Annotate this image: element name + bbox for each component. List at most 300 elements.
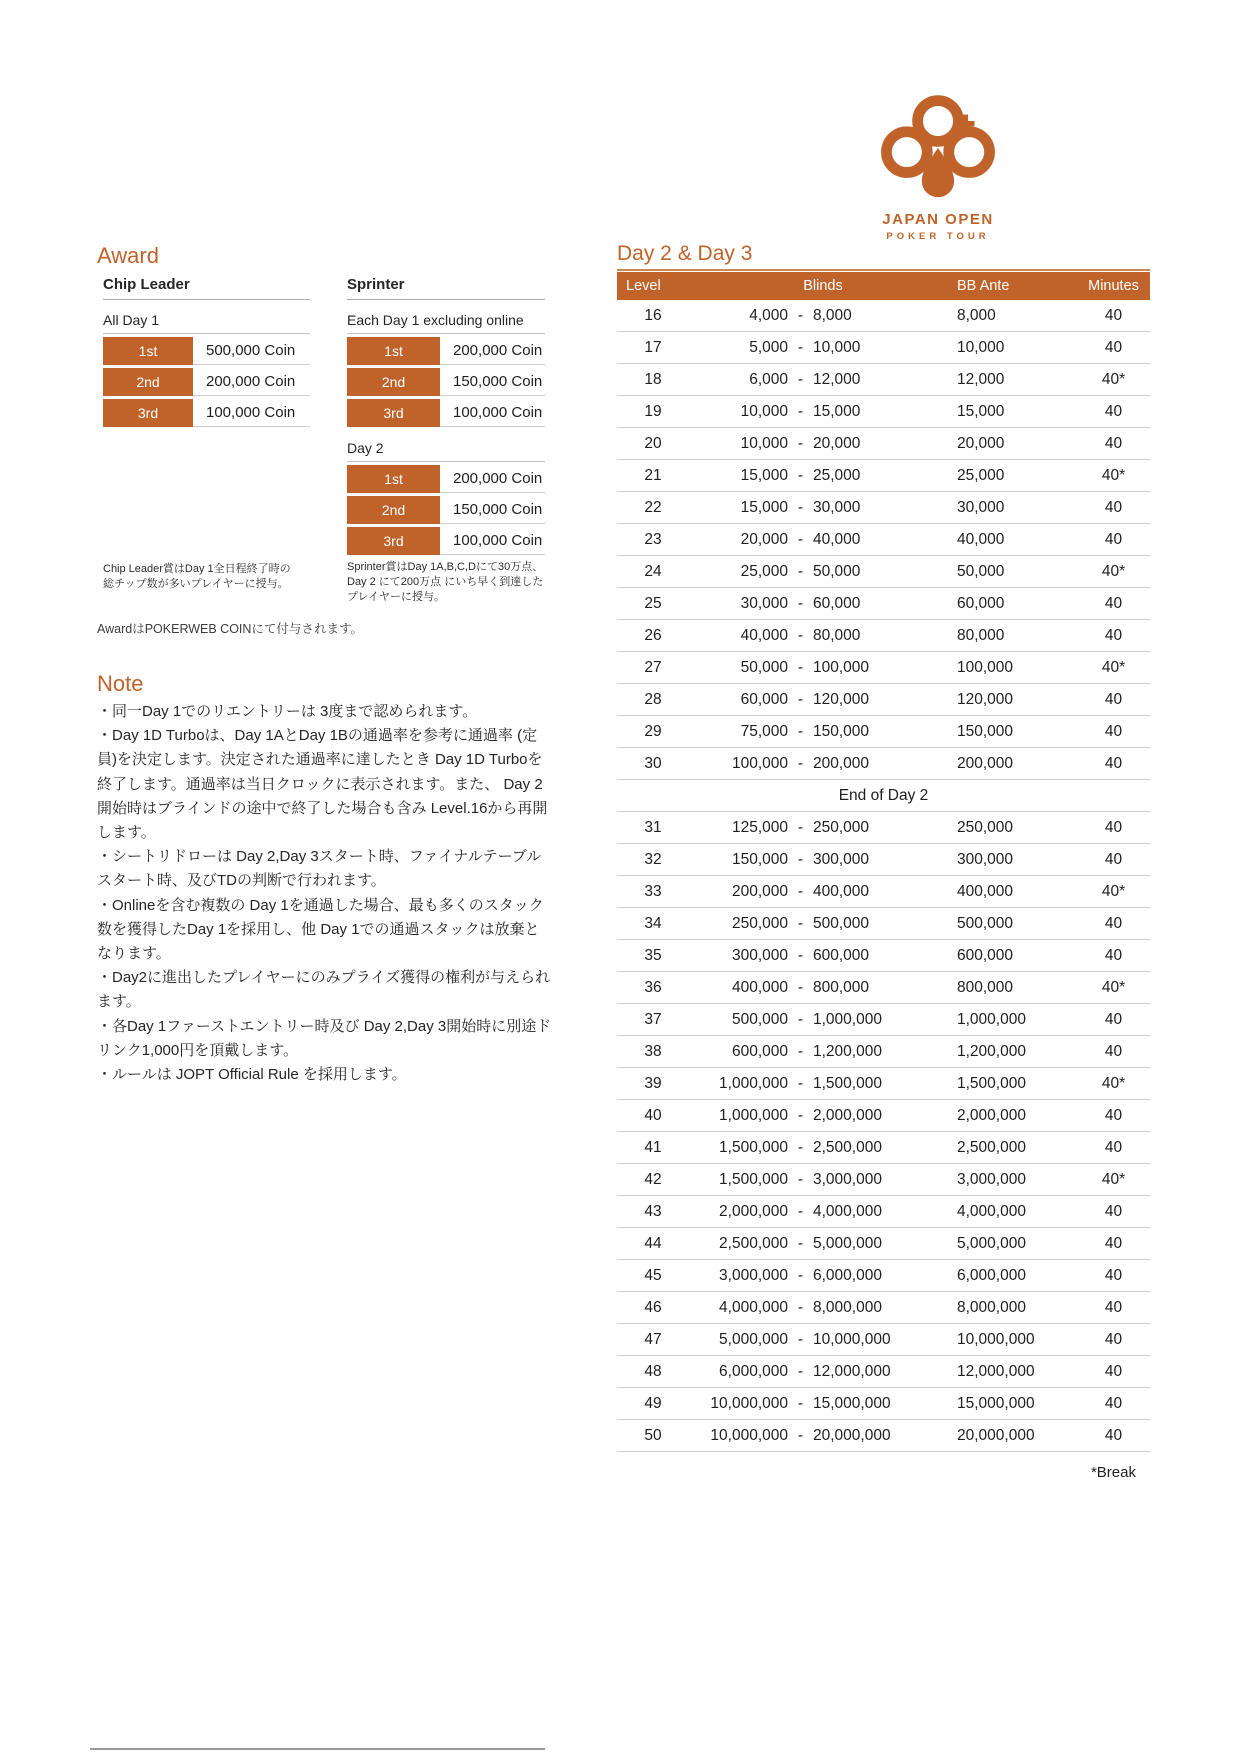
small-blind-cell: 4,000,000 <box>719 1298 788 1316</box>
blinds-dash: - <box>797 722 804 740</box>
blinds-dash: - <box>797 562 804 580</box>
level-cell: 43 <box>644 1202 662 1220</box>
minutes-cell: 40* <box>1101 562 1126 580</box>
minutes-cell: 40 <box>1104 626 1123 644</box>
big-blind-cell: 2,000,000 <box>813 1106 882 1124</box>
blinds-table-row <box>617 908 1150 940</box>
minutes-cell: 40 <box>1104 338 1123 356</box>
level-cell: 46 <box>644 1298 662 1316</box>
award-row <box>347 465 545 493</box>
award-row <box>103 337 310 365</box>
minutes-cell: 40* <box>1101 658 1126 676</box>
bb-ante-cell: 400,000 <box>957 882 1014 900</box>
level-cell: 44 <box>644 1234 662 1252</box>
small-blind-cell: 1,500,000 <box>719 1138 788 1156</box>
level-cell: 25 <box>644 594 662 612</box>
award-place-badge: 3rd <box>103 399 193 427</box>
chip-leader-prize-table <box>103 337 310 427</box>
level-cell: 30 <box>644 754 662 772</box>
minutes-cell: 40 <box>1104 914 1123 932</box>
minutes-cell: 40 <box>1104 1362 1123 1380</box>
blinds-dash: - <box>797 850 804 868</box>
big-blind-cell: 12,000,000 <box>813 1362 891 1380</box>
small-blind-cell: 10,000 <box>740 402 788 420</box>
minutes-cell: 40* <box>1101 1170 1126 1188</box>
blinds-table-row <box>617 396 1150 428</box>
small-blind-cell: 150,000 <box>731 850 788 868</box>
blinds-dash: - <box>797 1298 804 1316</box>
minutes-cell: 40 <box>1104 1042 1123 1060</box>
level-cell: 40 <box>644 1106 662 1124</box>
minutes-cell: 40* <box>1101 978 1126 996</box>
blinds-dash: - <box>797 690 804 708</box>
minutes-cell: 40 <box>1104 1330 1123 1348</box>
note-list <box>97 700 553 1087</box>
note-item: ・シートリドローは Day 2,Day 3スタート時、ファイナルテーブルスタート時、及びTDの判断で行われます。 <box>97 848 542 890</box>
bb-ante-cell: 150,000 <box>957 722 1014 740</box>
sprinter-note: Sprinter賞はDay 1A,B,C,Dにて30万点、Day 2 にて200万点 にいち早く到達したプレイヤーに授与。 <box>347 561 544 603</box>
blinds-table-row <box>617 1036 1150 1068</box>
small-blind-cell: 3,000,000 <box>719 1266 788 1284</box>
small-blind-cell: 300,000 <box>731 946 788 964</box>
bb-ante-cell: 20,000 <box>957 434 1005 452</box>
bb-ante-cell: 15,000,000 <box>957 1394 1035 1412</box>
minutes-cell: 40 <box>1104 434 1123 452</box>
minutes-cell: 40 <box>1104 1010 1123 1028</box>
award-row <box>347 368 545 396</box>
chip-leader-note: Chip Leader賞はDay 1全日程終了時の総チップ数が多いプレイヤーに授与。 <box>103 563 291 590</box>
award-row <box>347 527 545 555</box>
minutes-cell: 40* <box>1101 882 1126 900</box>
big-blind-cell: 25,000 <box>813 466 861 484</box>
bb-ante-cell: 200,000 <box>957 754 1014 772</box>
big-blind-cell: 2,500,000 <box>813 1138 882 1156</box>
award-place-badge: 1st <box>347 465 440 493</box>
blinds-dash: - <box>797 1106 804 1124</box>
small-blind-cell: 75,000 <box>740 722 788 740</box>
level-cell: 36 <box>644 978 662 996</box>
award-row <box>103 399 310 427</box>
blinds-dash: - <box>797 946 804 964</box>
bb-ante-cell: 1,500,000 <box>957 1074 1026 1092</box>
level-cell: 19 <box>644 402 662 420</box>
big-blind-cell: 10,000 <box>813 338 861 356</box>
small-blind-cell: 200,000 <box>731 882 788 900</box>
blinds-table-row <box>617 972 1150 1004</box>
blinds-table-row <box>617 428 1150 460</box>
sprinter-title: Sprinter <box>347 276 545 300</box>
blinds-dash: - <box>797 1394 804 1412</box>
blinds-table-row <box>617 1420 1150 1452</box>
big-blind-cell: 400,000 <box>813 882 870 900</box>
big-blind-cell: 20,000,000 <box>813 1426 891 1444</box>
award-place-badge: 1st <box>103 337 193 365</box>
note-item: ・各Day 1ファーストエントリー時及び Day 2,Day 3開始時に別途ドリンク1,000円を頂戴します。 <box>97 1017 552 1059</box>
level-cell: 23 <box>644 530 662 548</box>
award-place-badge: 2nd <box>103 368 193 396</box>
minutes-cell: 40 <box>1104 690 1123 708</box>
header-bb-ante: BB Ante <box>957 278 1010 294</box>
blinds-dash: - <box>797 1074 804 1092</box>
award-prize-value: 200,000 Coin <box>193 368 310 396</box>
award-prize-value: 200,000 Coin <box>440 465 545 493</box>
clover-logo-icon <box>880 92 996 208</box>
blinds-dash: - <box>797 1138 804 1156</box>
award-row <box>347 399 545 427</box>
award-tables <box>103 276 545 616</box>
small-blind-cell: 2,000,000 <box>719 1202 788 1220</box>
blinds-table-row <box>617 1164 1150 1196</box>
blinds-table-row <box>617 1324 1150 1356</box>
blinds-table-row <box>617 1100 1150 1132</box>
blinds-table-row <box>617 492 1150 524</box>
big-blind-cell: 15,000 <box>813 402 861 420</box>
level-cell: 26 <box>644 626 662 644</box>
blinds-table-row <box>617 844 1150 876</box>
level-cell: 45 <box>644 1266 662 1284</box>
blinds-dash: - <box>797 658 804 676</box>
bb-ante-cell: 10,000,000 <box>957 1330 1035 1348</box>
level-cell: 47 <box>644 1330 662 1348</box>
small-blind-cell: 6,000 <box>749 370 788 388</box>
award-place-badge: 2nd <box>347 368 440 396</box>
big-blind-cell: 40,000 <box>813 530 861 548</box>
small-blind-cell: 20,000 <box>740 530 788 548</box>
big-blind-cell: 100,000 <box>813 658 870 676</box>
sprinter-day2-prize-table <box>347 465 545 555</box>
level-cell: 50 <box>644 1426 662 1444</box>
small-blind-cell: 5,000 <box>749 338 788 356</box>
small-blind-cell: 10,000,000 <box>710 1426 788 1444</box>
blinds-table-row <box>617 812 1150 844</box>
bb-ante-cell: 4,000,000 <box>957 1202 1026 1220</box>
small-blind-cell: 5,000,000 <box>719 1330 788 1348</box>
small-blind-cell: 25,000 <box>740 562 788 580</box>
level-cell: 29 <box>644 722 662 740</box>
bb-ante-cell: 80,000 <box>957 626 1005 644</box>
level-cell: 42 <box>644 1170 662 1188</box>
small-blind-cell: 15,000 <box>740 498 788 516</box>
small-blind-cell: 400,000 <box>731 978 788 996</box>
award-heading: Award <box>97 243 159 268</box>
minutes-cell: 40 <box>1104 1106 1123 1124</box>
blinds-dash: - <box>797 1330 804 1348</box>
small-blind-cell: 600,000 <box>731 1042 788 1060</box>
bb-ante-cell: 100,000 <box>957 658 1014 676</box>
blinds-table-row <box>617 876 1150 908</box>
jopt-logo <box>872 92 1004 242</box>
level-cell: 16 <box>644 306 662 324</box>
minutes-cell: 40 <box>1104 594 1123 612</box>
award-place-badge: 2nd <box>347 496 440 524</box>
minutes-cell: 40 <box>1104 850 1123 868</box>
blinds-table-row <box>617 652 1150 684</box>
blinds-table-row <box>617 1260 1150 1292</box>
small-blind-cell: 250,000 <box>731 914 788 932</box>
level-cell: 18 <box>644 370 662 388</box>
award-prize-value: 200,000 Coin <box>440 337 545 365</box>
header-minutes: Minutes <box>1088 278 1139 294</box>
small-blind-cell: 4,000 <box>749 306 788 324</box>
small-blind-cell: 1,000,000 <box>719 1106 788 1124</box>
minutes-cell: 40 <box>1104 1266 1123 1284</box>
award-prize-value: 100,000 Coin <box>193 399 310 427</box>
level-cell: 17 <box>644 338 662 356</box>
big-blind-cell: 300,000 <box>813 850 870 868</box>
blinds-table-row <box>617 684 1150 716</box>
blinds-table-row <box>617 940 1150 972</box>
bb-ante-cell: 1,000,000 <box>957 1010 1026 1028</box>
minutes-cell: 40 <box>1104 530 1123 548</box>
level-cell: 37 <box>644 1010 662 1028</box>
bb-ante-cell: 500,000 <box>957 914 1014 932</box>
bb-ante-cell: 12,000,000 <box>957 1362 1035 1380</box>
chip-leader-section <box>103 276 310 616</box>
blinds-heading: Day 2 & Day 3 <box>617 243 1150 271</box>
blinds-dash: - <box>797 370 804 388</box>
blinds-table-row <box>617 556 1150 588</box>
blinds-dash: - <box>797 1042 804 1060</box>
blinds-table-row <box>617 1196 1150 1228</box>
bb-ante-cell: 15,000 <box>957 402 1005 420</box>
blinds-dash: - <box>797 626 804 644</box>
award-prize-value: 500,000 Coin <box>193 337 310 365</box>
blinds-dash: - <box>797 434 804 452</box>
blinds-dash: - <box>797 1010 804 1028</box>
note-item: ・Onlineを含む複数の Day 1を通過した場合、最も多くのスタック数を獲得したDay 1を採用し、他 Day 1での通過スタックは放棄となります。 <box>97 896 544 963</box>
blinds-dash: - <box>797 1170 804 1188</box>
big-blind-cell: 200,000 <box>813 754 870 772</box>
small-blind-cell: 500,000 <box>731 1010 788 1028</box>
note-item: ・同一Day 1でのリエントリーは 3度まで認められます。 <box>97 703 478 720</box>
blinds-dash: - <box>797 1266 804 1284</box>
level-cell: 39 <box>644 1074 662 1092</box>
blinds-table-row <box>617 1292 1150 1324</box>
minutes-cell: 40* <box>1101 466 1126 484</box>
sprinter-day2-subtitle: Day 2 <box>347 440 545 462</box>
award-prize-value: 150,000 Coin <box>440 496 545 524</box>
logo-subtitle: POKER TOUR <box>886 231 990 242</box>
blinds-dash: - <box>797 306 804 324</box>
bb-ante-cell: 250,000 <box>957 818 1014 836</box>
blinds-dash: - <box>797 466 804 484</box>
minutes-cell: 40* <box>1101 1074 1126 1092</box>
big-blind-cell: 250,000 <box>813 818 870 836</box>
blinds-table-row <box>617 364 1150 396</box>
blinds-dash: - <box>797 754 804 772</box>
level-cell: 24 <box>644 562 662 580</box>
level-cell: 22 <box>644 498 662 516</box>
level-cell: 31 <box>644 818 662 836</box>
level-cell: 28 <box>644 690 662 708</box>
bb-ante-cell: 12,000 <box>957 370 1005 388</box>
blinds-dash: - <box>797 882 804 900</box>
big-blind-cell: 1,500,000 <box>813 1074 882 1092</box>
big-blind-cell: 5,000,000 <box>813 1234 882 1252</box>
big-blind-cell: 800,000 <box>813 978 870 996</box>
logo-title: JAPAN OPEN <box>882 211 994 228</box>
blinds-table-header <box>617 272 1150 300</box>
note-item: ・Day 1D Turboは、Day 1AとDay 1Bの通過率を参考に通過率 (定員)を決定します。決定された通過率に達したとき Day 1D Turboを終了します。通過率は当日クロックに表示されます。また、 Day 2開始時はブラインドの途中で終了した場合も含み Level.16から再開します。 <box>97 727 548 842</box>
award-prize-value: 100,000 Coin <box>440 527 545 555</box>
level-cell: 34 <box>644 914 662 932</box>
award-place-badge: 1st <box>347 337 440 365</box>
blinds-table-row <box>617 1004 1150 1036</box>
big-blind-cell: 50,000 <box>813 562 861 580</box>
level-cell: 27 <box>644 658 662 676</box>
big-blind-cell: 8,000,000 <box>813 1298 882 1316</box>
minutes-cell: 40 <box>1104 1138 1123 1156</box>
blinds-table-row <box>617 1388 1150 1420</box>
minutes-cell: 40 <box>1104 754 1123 772</box>
award-row <box>347 496 545 524</box>
minutes-cell: 40 <box>1104 1426 1123 1444</box>
end-of-day2-label: End of Day 2 <box>838 786 929 804</box>
bb-ante-cell: 6,000,000 <box>957 1266 1026 1284</box>
big-blind-cell: 8,000 <box>813 306 852 324</box>
small-blind-cell: 50,000 <box>740 658 788 676</box>
award-footer-note: AwardはPOKERWEB COINにて付与されます。 <box>97 622 363 636</box>
sprinter-subtitle: Each Day 1 excluding online <box>347 312 545 334</box>
big-blind-cell: 150,000 <box>813 722 870 740</box>
blinds-table-row <box>617 748 1150 780</box>
small-blind-cell: 10,000,000 <box>710 1394 788 1412</box>
small-blind-cell: 60,000 <box>740 690 788 708</box>
blinds-table-row <box>617 1228 1150 1260</box>
minutes-cell: 40* <box>1101 370 1126 388</box>
small-blind-cell: 10,000 <box>740 434 788 452</box>
award-row <box>103 368 310 396</box>
level-cell: 21 <box>644 466 662 484</box>
small-blind-cell: 40,000 <box>740 626 788 644</box>
big-blind-cell: 10,000,000 <box>813 1330 891 1348</box>
blinds-dash: - <box>797 402 804 420</box>
header-blinds: Blinds <box>803 278 843 294</box>
big-blind-cell: 80,000 <box>813 626 861 644</box>
chip-leader-subtitle: All Day 1 <box>103 312 310 334</box>
blinds-dash: - <box>797 338 804 356</box>
left-column <box>97 243 553 1084</box>
minutes-cell: 40 <box>1104 1298 1123 1316</box>
blinds-table-row <box>617 1356 1150 1388</box>
award-prize-value: 150,000 Coin <box>440 368 545 396</box>
bb-ante-cell: 5,000,000 <box>957 1234 1026 1252</box>
blinds-dash: - <box>797 1234 804 1252</box>
blinds-dash: - <box>797 1426 804 1444</box>
minutes-cell: 40 <box>1104 306 1123 324</box>
blinds-section <box>617 243 1150 1481</box>
big-blind-cell: 30,000 <box>813 498 861 516</box>
small-blind-cell: 1,500,000 <box>719 1170 788 1188</box>
big-blind-cell: 4,000,000 <box>813 1202 882 1220</box>
blinds-table-row <box>617 1068 1150 1100</box>
blinds-dash: - <box>797 530 804 548</box>
bb-ante-cell: 2,000,000 <box>957 1106 1026 1124</box>
level-cell: 20 <box>644 434 662 452</box>
blinds-dash: - <box>797 914 804 932</box>
level-cell: 38 <box>644 1042 662 1060</box>
bb-ante-cell: 60,000 <box>957 594 1005 612</box>
page-bottom-edge-line <box>90 1748 545 1750</box>
bb-ante-cell: 50,000 <box>957 562 1005 580</box>
level-cell: 35 <box>644 946 662 964</box>
minutes-cell: 40 <box>1104 498 1123 516</box>
blinds-dash: - <box>797 818 804 836</box>
minutes-cell: 40 <box>1104 1394 1123 1412</box>
level-cell: 33 <box>644 882 662 900</box>
note-heading: Note <box>97 671 144 696</box>
bb-ante-cell: 20,000,000 <box>957 1426 1035 1444</box>
blinds-table-row <box>617 300 1150 332</box>
big-blind-cell: 600,000 <box>813 946 870 964</box>
big-blind-cell: 1,200,000 <box>813 1042 882 1060</box>
sprinter-section <box>347 276 545 616</box>
bb-ante-cell: 1,200,000 <box>957 1042 1026 1060</box>
blinds-table-body <box>617 300 1150 1452</box>
big-blind-cell: 60,000 <box>813 594 861 612</box>
blinds-table-row <box>617 588 1150 620</box>
bb-ante-cell: 10,000 <box>957 338 1005 356</box>
bb-ante-cell: 800,000 <box>957 978 1014 996</box>
award-place-badge: 3rd <box>347 399 440 427</box>
sprinter-prize-table <box>347 337 545 427</box>
bb-ante-cell: 40,000 <box>957 530 1005 548</box>
big-blind-cell: 12,000 <box>813 370 861 388</box>
big-blind-cell: 15,000,000 <box>813 1394 891 1412</box>
blinds-table-row <box>617 620 1150 652</box>
minutes-cell: 40 <box>1104 722 1123 740</box>
big-blind-cell: 6,000,000 <box>813 1266 882 1284</box>
blinds-dash: - <box>797 498 804 516</box>
note-item: ・Day2に進出したプレイヤーにのみプライズ獲得の権利が与えられます。 <box>97 969 551 1011</box>
level-cell: 32 <box>644 850 662 868</box>
award-place-badge: 3rd <box>347 527 440 555</box>
small-blind-cell: 1,000,000 <box>719 1074 788 1092</box>
bb-ante-cell: 30,000 <box>957 498 1005 516</box>
big-blind-cell: 3,000,000 <box>813 1170 882 1188</box>
minutes-cell: 40 <box>1104 946 1123 964</box>
level-cell: 49 <box>644 1394 662 1412</box>
end-of-day2-row <box>617 780 1150 812</box>
bb-ante-cell: 300,000 <box>957 850 1014 868</box>
bb-ante-cell: 8,000 <box>957 306 996 324</box>
blinds-dash: - <box>797 1202 804 1220</box>
blinds-dash: - <box>797 594 804 612</box>
big-blind-cell: 500,000 <box>813 914 870 932</box>
blinds-dash: - <box>797 978 804 996</box>
award-prize-value: 100,000 Coin <box>440 399 545 427</box>
bb-ante-cell: 2,500,000 <box>957 1138 1026 1156</box>
blinds-table-row <box>617 332 1150 364</box>
big-blind-cell: 20,000 <box>813 434 861 452</box>
bb-ante-cell: 3,000,000 <box>957 1170 1026 1188</box>
small-blind-cell: 6,000,000 <box>719 1362 788 1380</box>
big-blind-cell: 1,000,000 <box>813 1010 882 1028</box>
note-item: ・ルールは JOPT Official Rule を採用します。 <box>97 1066 407 1084</box>
chip-leader-title: Chip Leader <box>103 276 310 300</box>
big-blind-cell: 120,000 <box>813 690 870 708</box>
header-level: Level <box>626 278 661 294</box>
small-blind-cell: 15,000 <box>740 466 788 484</box>
minutes-cell: 40 <box>1104 818 1123 836</box>
minutes-cell: 40 <box>1104 1234 1123 1252</box>
break-footnote: *Break <box>1090 1464 1136 1481</box>
bb-ante-cell: 25,000 <box>957 466 1005 484</box>
minutes-cell: 40 <box>1104 402 1123 420</box>
minutes-cell: 40 <box>1104 1202 1123 1220</box>
blinds-table-row <box>617 524 1150 556</box>
level-cell: 48 <box>644 1362 662 1380</box>
